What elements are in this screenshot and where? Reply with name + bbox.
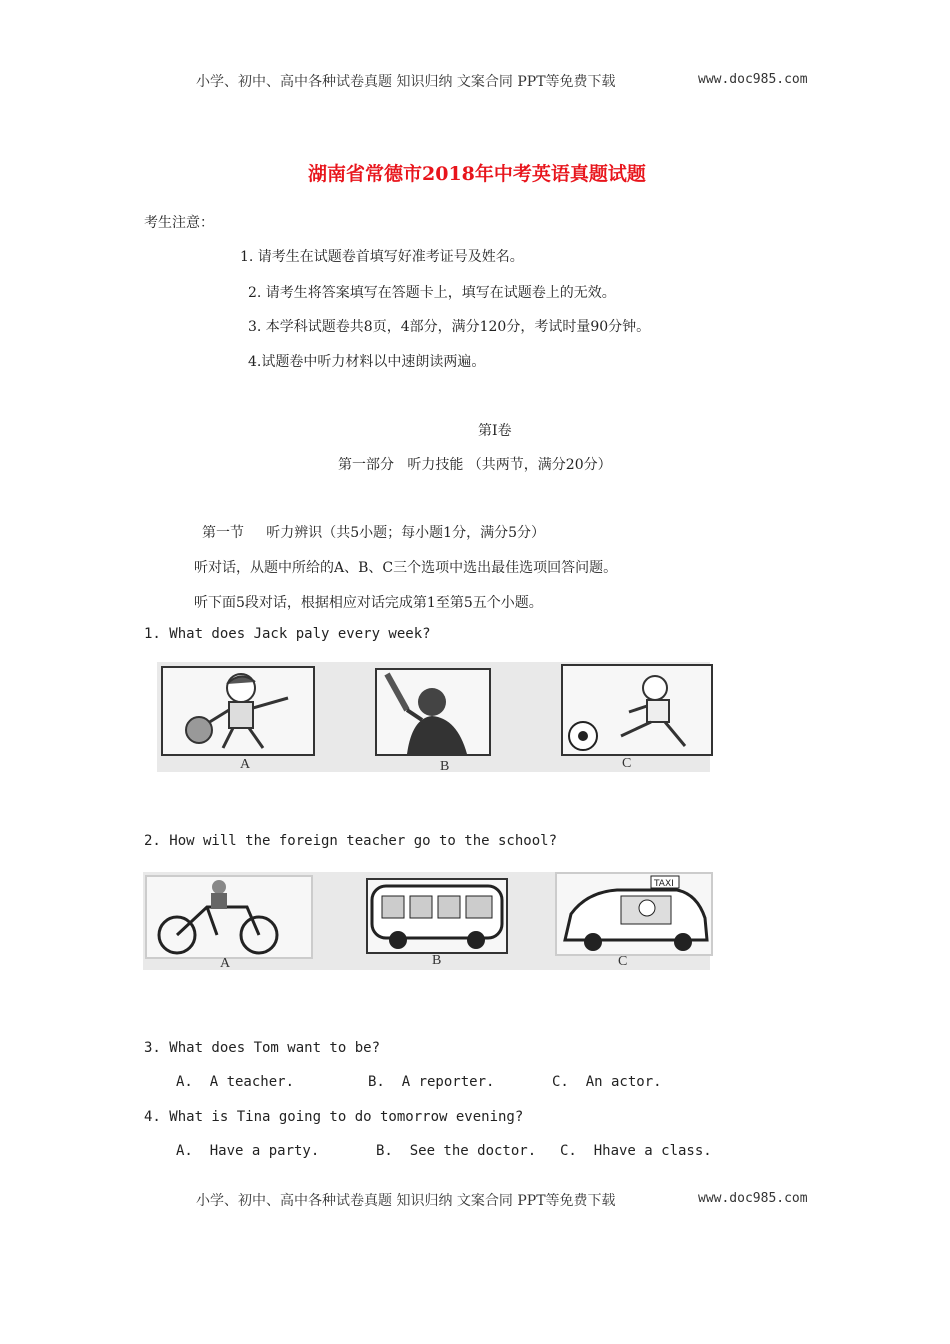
question-4: 4. What is Tina going to do tomorrow evening? [144,1109,524,1125]
question-3: 3. What does Tom want to be? [144,1040,381,1056]
section-heading: 第一节 听力辨识（共5小题；每小题1分，满分5分） [202,525,545,541]
page-title: 湖南省常德市2018年中考英语真题试题 [308,163,646,185]
option-c: C. An actor. [552,1074,662,1090]
notice-item: 1. 请考生在试题卷首填写好准考证号及姓名。 [240,249,524,265]
question-1: 1. What does Jack paly every week? [144,626,431,642]
notice-item: 4.试题卷中听力材料以中速朗读两遍。 [248,354,486,370]
section-instruction: 听对话，从题中所给的A、B、C三个选项中选出最佳选项回答问题。 [194,560,618,576]
notice-item: 3. 本学科试题卷共8页，4部分，满分120分，考试时量90分钟。 [248,319,651,335]
option-b: B. A reporter. [368,1074,495,1090]
volume-heading: 第Ⅰ卷 [478,423,512,439]
header-text: 小学、初中、高中各种试卷真题 知识归纳 文案合同 PPT等免费下载 [196,74,616,90]
option-a: A. A teacher. [176,1074,295,1090]
picture-label: A [240,757,251,772]
option-a: A. Have a party. [176,1143,320,1159]
bicycle-icon [147,877,311,957]
basketball-boy-icon [163,668,313,754]
taxi-icon [557,874,711,954]
picture-label: B [432,953,442,968]
basketball-boy-picture [161,666,315,756]
taxi-sign-text: TAXI [654,879,674,889]
baseball-player-icon [377,670,489,754]
picture-label: C [618,954,628,969]
football-player-picture [561,664,713,756]
picture-label: C [622,756,632,771]
footer-text: 小学、初中、高中各种试卷真题 知识归纳 文案合同 PPT等免费下载 [196,1193,616,1209]
question-2: 2. How will the foreign teacher go to the school? [144,833,558,849]
football-player-icon [563,666,711,754]
picture-label: A [220,956,231,971]
notice-heading: 考生注意： [144,215,214,231]
bus-picture [366,878,508,954]
picture-label: B [440,759,450,774]
header-url[interactable]: www.doc985.com [698,72,808,87]
notice-item: 2. 请考生将答案填写在答题卡上，填写在试题卷上的无效。 [248,285,616,301]
bus-icon [368,880,506,952]
taxi-picture [555,872,713,956]
option-b: B. See the doctor. [376,1143,537,1159]
part-heading: 第一部分 听力技能 （共两节，满分20分） [338,457,612,473]
section-instruction: 听下面5段对话，根据相应对话完成第1至第5五个小题。 [194,595,543,611]
baseball-player-picture [375,668,491,756]
option-c: C. Hhave a class. [560,1143,712,1159]
footer-url[interactable]: www.doc985.com [698,1191,808,1206]
bicycle-picture [145,875,313,959]
